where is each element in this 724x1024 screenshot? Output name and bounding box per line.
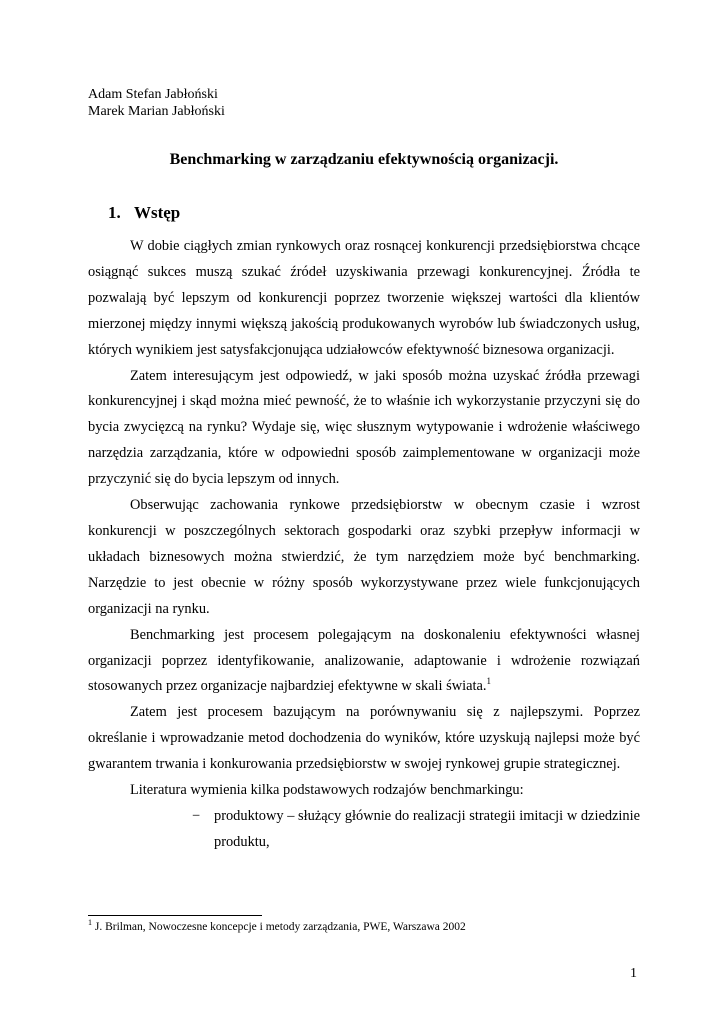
footnote-separator (88, 915, 262, 916)
footnote-reference: 1 (486, 676, 492, 687)
footnote-text: J. Brilman, Nowoczesne koncepcje i metody zarządzania, PWE, Warszawa 2002 (94, 921, 466, 933)
list-dash: − (192, 807, 201, 824)
body-text (88, 234, 640, 856)
footnote-marker: 1 (88, 918, 92, 928)
page-number: 1 (630, 966, 637, 981)
paragraph: Obserwując zachowania rynkowe przedsiębiorstw w obecnym czasie i wzrost konkurencji w poszczególnych sektorach gospodarki oraz szybki przepływ informacji w układach biznesowych można stwierdzić, że tym narzędziem może być benchmarking. Narzędzie to jest obecnie w różny sposób wykorzystywane przez wiele funkcjonujących organizacji na rynku. (88, 497, 640, 617)
paragraph: Zatem jest procesem bazującym na porównywaniu się z najlepszymi. Poprzez określanie i wprowadzanie metod dochodzenia do wyników, które uzyskują najlepsi może być gwarantem trwania i konkurowania przedsiębiorstw w swojej rynkowej grupie strategicznej. (88, 704, 640, 773)
list-item (192, 804, 640, 856)
document-title: Benchmarking w zarządzaniu efektywnością organizacji. (169, 151, 559, 168)
paragraph (88, 623, 640, 701)
paragraph-text: Benchmarking jest procesem polegającym na doskonaleniu efektywności własnej organizacji poprzez identyfikowanie, analizowanie, adaptowanie i wdrożenie rozwiązań stosowanych przez organizacje najbardziej efektywne w skali świata. (88, 626, 640, 695)
list-item-text: produktowy – służący głównie do realizacji strategii imitacji w dziedzinie produktu, (214, 807, 640, 850)
footnote (88, 920, 466, 935)
paragraph: Literatura wymienia kilka podstawowych rodzajów benchmarkingu: (130, 782, 524, 799)
paragraph: W dobie ciągłych zmian rynkowych oraz rosnącej konkurencji przedsiębiorstwa chcące osiągnąć sukces muszą szukać źródeł uzyskiwania przewagi konkurencyjnej. Źródła te pozwalają być lepszym od konkurencji poprzez tworzenie większej wartości dla klientów mierzonej między innymi większą jakością produkowanych wyrobów lub świadczonych usług, których wynikiem jest satysfakcjonująca udziałowców efektywność biznesowa organizacji. (88, 238, 640, 358)
author-name: Marek Marian Jabłoński (88, 104, 225, 119)
section-number: 1. (108, 203, 121, 222)
author-block (88, 86, 225, 120)
section-heading (108, 202, 180, 224)
benchmarking-types-list (88, 804, 640, 856)
paragraph: Zatem interesującym jest odpowiedź, w jaki sposób można uzyskać źródła przewagi konkurencyjnej i skąd można mieć pewność, że to właśnie ich wykorzystanie przyczyni się do bycia zwycięzcą na rynku? Wydaje się, więc słusznym wytypowanie i wdrożenie właściwego narzędzia zarządzania, które w odpowiedni sposób zaimplementowane w organizacji może przyczynić się do bycia lepszym od innych. (88, 367, 640, 488)
section-title: Wstęp (133, 203, 181, 222)
author-name: Adam Stefan Jabłoński (88, 87, 218, 102)
